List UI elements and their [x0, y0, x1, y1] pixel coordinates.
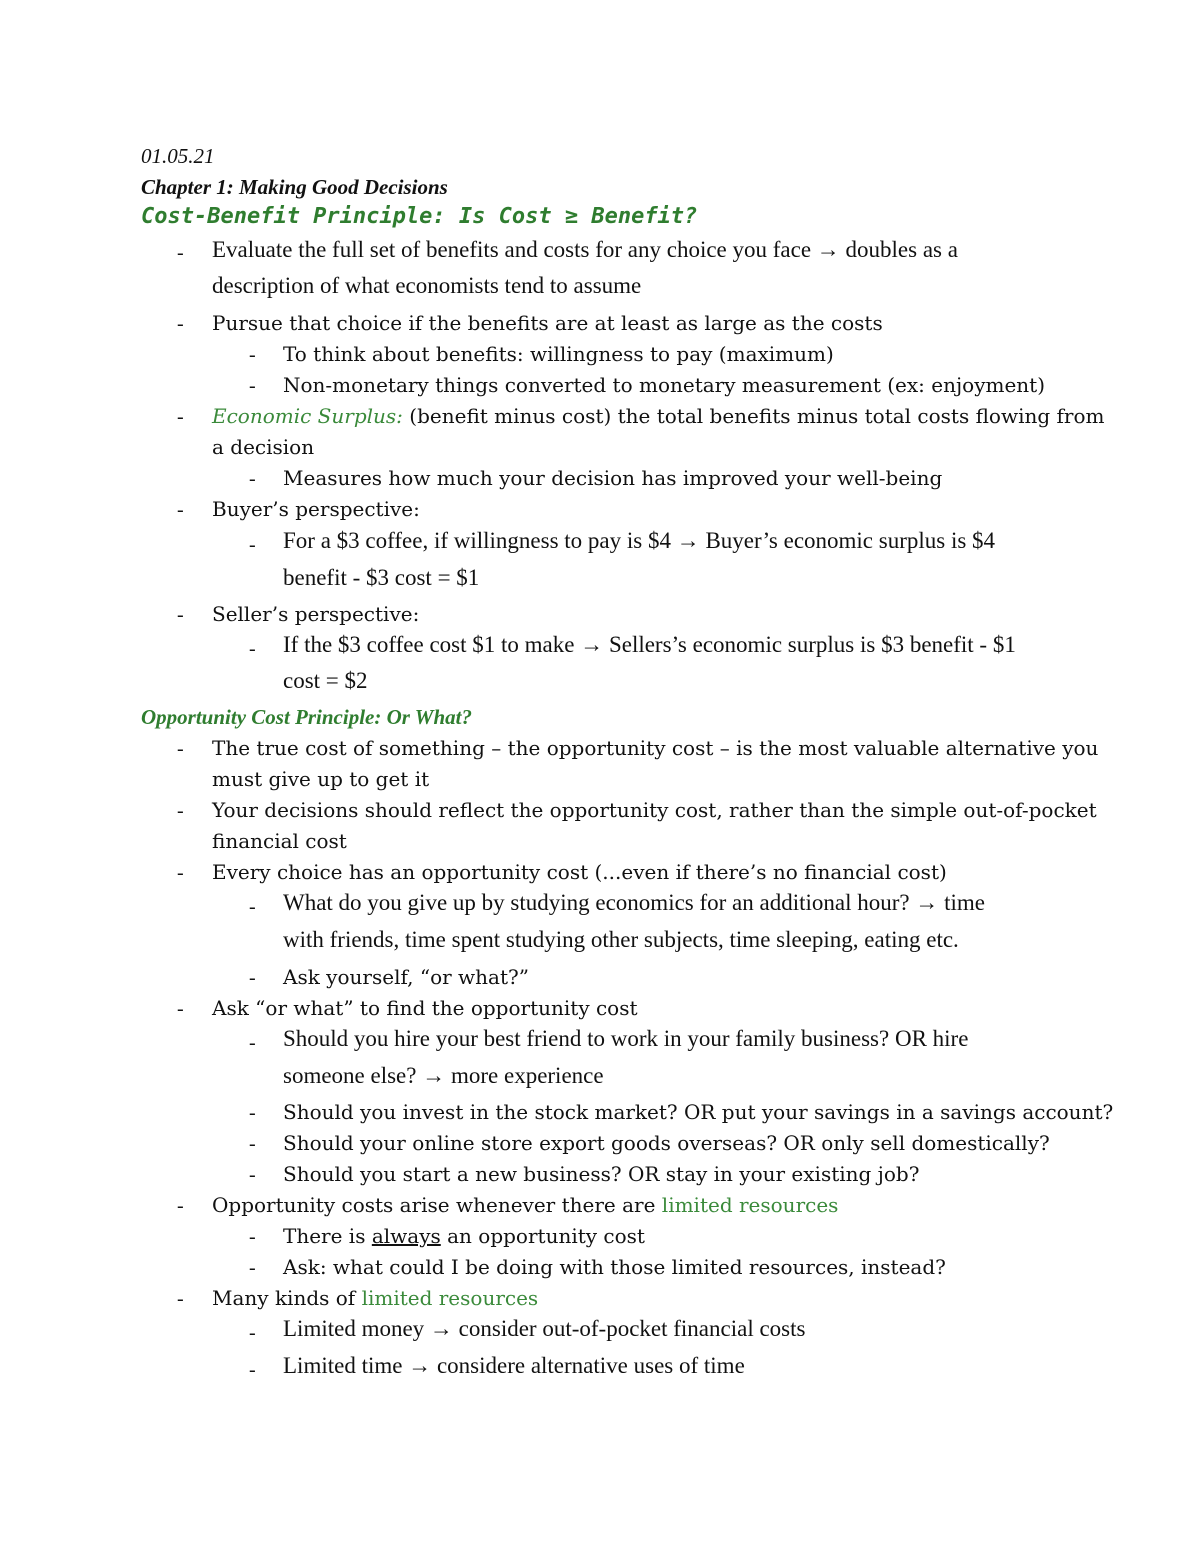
bullet-text: Pursue that choice if the benefits are at least as large as the costs [212, 311, 883, 335]
bullet-marker: - [177, 738, 184, 760]
sub-bullet-text: Non-monetary things converted to monetary measurement (ex: enjoyment) [283, 373, 1046, 397]
sub-bullet-marker: - [249, 896, 256, 918]
sub-bullet-marker: - [249, 1322, 256, 1344]
sub-bullet-marker: - [249, 1164, 256, 1186]
sub-bullet-text: If the $3 coffee cost $1 to make → Sellers’s economic surplus is $3 benefit - $1 [283, 632, 1016, 657]
bullet-marker: - [177, 313, 184, 335]
bullet-text-continued: a decision [212, 435, 315, 459]
sub-bullet-text-continued: benefit - $3 cost = $1 [283, 565, 480, 590]
date: 01.05.21 [141, 144, 215, 168]
sub-bullet-marker: - [249, 1102, 256, 1124]
bullet-marker: - [177, 604, 184, 626]
bullet-text: Evaluate the full set of benefits and costs for any choice you face → doubles as a [212, 237, 958, 262]
sub-bullet-text-continued: cost = $2 [283, 668, 368, 693]
sub-bullet-text: To think about benefits: willingness to pay (maximum) [283, 342, 834, 366]
bullet-text-continued: must give up to get it [212, 767, 430, 791]
sub-bullet-marker: - [249, 375, 256, 397]
sub-bullet-text-continued: someone else? → more experience [283, 1063, 604, 1088]
bullet-text-lead: Opportunity costs arise whenever there are [212, 1193, 662, 1217]
sub-bullet-marker: - [249, 1226, 256, 1248]
bullet-text-continued: description of what economists tend to assume [212, 273, 642, 298]
bullet-text: Seller’s perspective: [212, 602, 420, 626]
sub-bullet-text: Limited time → considere alternative uses of time [283, 1353, 745, 1378]
sub-bullet-marker: - [249, 1257, 256, 1279]
sub-bullet-text: Ask: what could I be doing with those limited resources, instead? [283, 1255, 946, 1279]
bullet-text [212, 404, 1104, 428]
chapter-title: Chapter 1: Making Good Decisions [141, 175, 448, 199]
bullet-text: Every choice has an opportunity cost (...even if there’s no financial cost) [212, 860, 947, 884]
sub-bullet-text-continued: with friends, time spent studying other subjects, time sleeping, eating etc. [283, 927, 959, 952]
term-economic-surplus: Economic Surplus: [212, 404, 403, 428]
sub-bullet-text: Should you hire your best friend to work in your family business? OR hire [283, 1026, 969, 1051]
sub-bullet-text: What do you give up by studying economics for an additional hour? → time [283, 890, 985, 915]
sub-bullet-text: Ask yourself, “or what?” [283, 965, 529, 989]
sub-bullet-text-lead: There is [283, 1224, 372, 1248]
bullet-text [212, 1193, 838, 1217]
term-limited-resources: limited resources [361, 1286, 539, 1310]
section-heading-cost-benefit: Cost-Benefit Principle: Is Cost ≥ Benefit? [141, 204, 698, 229]
term-limited-resources: limited resources [661, 1193, 839, 1217]
bullet-text: Buyer’s perspective: [212, 497, 420, 521]
sub-bullet-marker: - [249, 1359, 256, 1381]
sub-bullet-marker: - [249, 468, 256, 490]
bullet-marker: - [177, 998, 184, 1020]
sub-bullet-marker: - [249, 344, 256, 366]
sub-bullet-marker: - [249, 967, 256, 989]
bullet-text-lead: Many kinds of [212, 1286, 362, 1310]
section-heading-opportunity-cost: Opportunity Cost Principle: Or What? [141, 705, 472, 729]
sub-bullet-text: For a $3 coffee, if willingness to pay is $4 → Buyer’s economic surplus is $4 [283, 528, 996, 553]
sub-bullet-marker: - [249, 534, 256, 556]
sub-bullet-marker: - [249, 638, 256, 660]
sub-bullet-text-rest: an opportunity cost [440, 1224, 645, 1248]
bullet-marker: - [177, 800, 184, 822]
sub-bullet-text: Should you invest in the stock market? OR put your savings in a savings account? [283, 1100, 1114, 1124]
bullet-marker: - [177, 242, 184, 264]
bullet-text-continued: financial cost [212, 829, 347, 853]
sub-bullet-text: Should you start a new business? OR stay in your existing job? [283, 1162, 920, 1186]
bullet-marker: - [177, 1195, 184, 1217]
emphasis-always: always [371, 1224, 441, 1248]
bullet-text: Ask “or what” to find the opportunity cost [212, 996, 638, 1020]
bullet-text [212, 1286, 538, 1310]
sub-bullet-text: Limited money → consider out-of-pocket financial costs [283, 1316, 806, 1341]
sub-bullet-marker: - [249, 1133, 256, 1155]
bullet-text-rest: (benefit minus cost) the total benefits minus total costs flowing from [402, 404, 1105, 428]
sub-bullet-text: Should your online store export goods overseas? OR only sell domestically? [283, 1131, 1050, 1155]
bullet-text: Your decisions should reflect the opportunity cost, rather than the simple out-of-pocket [212, 798, 1097, 822]
bullet-marker: - [177, 406, 184, 428]
bullet-marker: - [177, 862, 184, 884]
bullet-marker: - [177, 499, 184, 521]
sub-bullet-text: Measures how much your decision has improved your well-being [283, 466, 943, 490]
sub-bullet-text [283, 1224, 645, 1248]
sub-bullet-marker: - [249, 1032, 256, 1054]
bullet-text: The true cost of something – the opportunity cost – is the most valuable alternative you [212, 736, 1099, 760]
bullet-marker: - [177, 1288, 184, 1310]
